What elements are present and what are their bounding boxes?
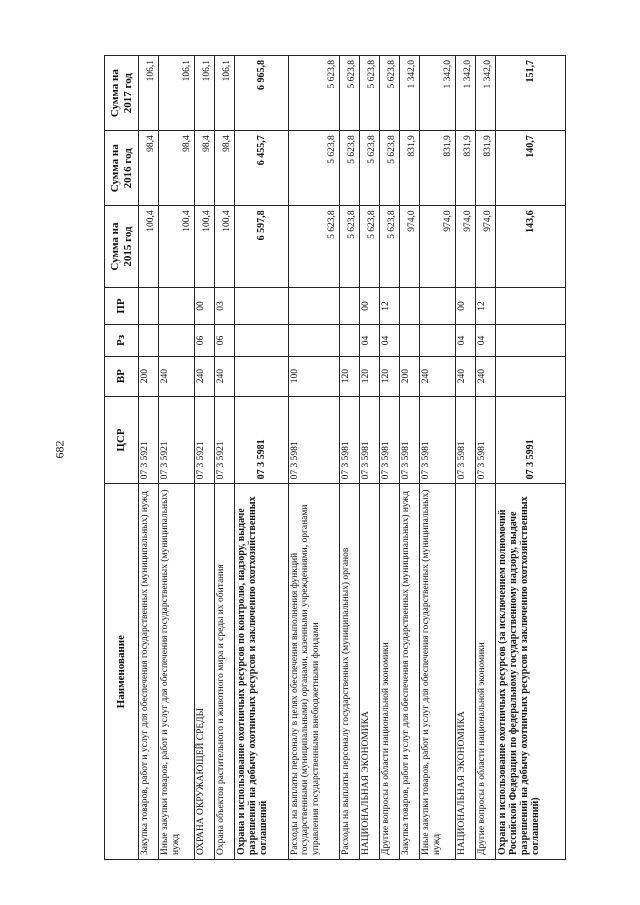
cell-csr: 07 3 5921 [214, 396, 234, 484]
cell-vr: 240 [214, 356, 234, 396]
cell-csr: 07 3 5981 [455, 396, 475, 484]
table-header-row [105, 56, 139, 860]
cell-rz [139, 325, 159, 356]
cell-csr: 07 3 5921 [139, 396, 159, 484]
cell-sum-2016: 6 455,7 [234, 131, 288, 206]
cell-name: Закупка товаров, работ и услуг для обеспечения государственных (муниципальных) нужд [399, 484, 419, 860]
cell-rz [495, 325, 565, 356]
cell-sum-2016: 831,9 [419, 131, 455, 206]
cell-sum-2015: 5 623,8 [379, 206, 399, 287]
cell-sum-2016: 140,7 [495, 131, 565, 206]
table-row [214, 56, 234, 860]
cell-sum-2016: 5 623,8 [379, 131, 399, 206]
cell-sum-2017: 5 623,8 [339, 56, 359, 131]
cell-sum-2016: 98,4 [159, 131, 195, 206]
cell-sum-2016: 5 623,8 [359, 131, 379, 206]
cell-vr: 240 [194, 356, 214, 396]
cell-name: Расходы на выплаты персоналу в целях обеспечения выполнения функций государственными (муниципальными) органами, казенными учреждениями, органами управления государственными внебюджетными фондами [288, 484, 339, 860]
header-vr: ВР [105, 356, 139, 396]
cell-csr: 07 3 5981 [379, 396, 399, 484]
cell-vr: 200 [399, 356, 419, 396]
cell-sum-2016: 98,4 [139, 131, 159, 206]
cell-sum-2017: 6 965,8 [234, 56, 288, 131]
cell-pr [139, 287, 159, 325]
cell-sum-2015: 100,4 [194, 206, 214, 287]
cell-rz [339, 325, 359, 356]
cell-rz: 04 [475, 325, 495, 356]
cell-pr [419, 287, 455, 325]
header-csr: ЦСР [105, 396, 139, 484]
table-row [419, 56, 455, 860]
cell-csr: 07 3 5981 [419, 396, 455, 484]
cell-vr: 240 [419, 356, 455, 396]
table-row [234, 56, 288, 860]
cell-sum-2015: 6 597,8 [234, 206, 288, 287]
cell-csr: 07 3 5921 [159, 396, 195, 484]
cell-name: Охрана и использование охотничьих ресурсов по контролю, надзору, выдаче разрешений на добычу охотничьих ресурсов и заключению охотхозяйственных соглашений [234, 484, 288, 860]
cell-vr [495, 356, 565, 396]
table-row [455, 56, 475, 860]
header-sum-2016: Сумма на 2016 год [105, 131, 139, 206]
cell-rz [288, 325, 339, 356]
cell-sum-2015: 974,0 [475, 206, 495, 287]
cell-sum-2016: 831,9 [475, 131, 495, 206]
cell-rz: 06 [214, 325, 234, 356]
cell-sum-2017: 1 342,0 [399, 56, 419, 131]
cell-pr: 00 [455, 287, 475, 325]
cell-sum-2015: 100,4 [159, 206, 195, 287]
cell-name: Охрана и использование охотничьих ресурсов (за исключением полномочий Российской Федерации по федеральному государственному надзору, выдаче разрешений на добычу охотничьих ресурсов и заключению охотхозяйственных соглашений) [495, 484, 565, 860]
cell-rz [399, 325, 419, 356]
cell-pr: 03 [214, 287, 234, 325]
cell-pr [288, 287, 339, 325]
budget-table-container [104, 55, 566, 860]
cell-sum-2017: 106,1 [139, 56, 159, 131]
cell-pr: 12 [475, 287, 495, 325]
cell-sum-2015: 5 623,8 [359, 206, 379, 287]
cell-sum-2017: 151,7 [495, 56, 565, 131]
cell-sum-2016: 98,4 [194, 131, 214, 206]
header-name: Наименование [105, 484, 139, 860]
cell-pr: 12 [379, 287, 399, 325]
cell-name: Расходы на выплаты персоналу государственных (муниципальных) органов [339, 484, 359, 860]
cell-csr: 07 3 5921 [194, 396, 214, 484]
cell-name: Другие вопросы в области национальной экономики [475, 484, 495, 860]
cell-name: ОХРАНА ОКРУЖАЮЩЕЙ СРЕДЫ [194, 484, 214, 860]
header-sum-2015: Сумма на 2015 год [105, 206, 139, 287]
cell-name: НАЦИОНАЛЬНАЯ ЭКОНОМИКА [359, 484, 379, 860]
cell-pr [399, 287, 419, 325]
cell-name: Закупка товаров, работ и услуг для обеспечения государственных (муниципальных) нужд [139, 484, 159, 860]
cell-pr [339, 287, 359, 325]
cell-rz [419, 325, 455, 356]
header-sum-2017: Сумма на 2017 год [105, 56, 139, 131]
cell-pr: 00 [194, 287, 214, 325]
table-row [159, 56, 195, 860]
cell-vr: 240 [159, 356, 195, 396]
cell-name: Другие вопросы в области национальной экономики [379, 484, 399, 860]
cell-vr: 240 [475, 356, 495, 396]
header-pr: ПР [105, 287, 139, 325]
table-row [359, 56, 379, 860]
cell-name: Иные закупки товаров, работ и услуг для обеспечения государственных (муниципальных) нужд [419, 484, 455, 860]
cell-csr: 07 3 5981 [399, 396, 419, 484]
cell-sum-2015: 974,0 [419, 206, 455, 287]
header-rz: Рз [105, 325, 139, 356]
cell-vr: 120 [359, 356, 379, 396]
cell-pr [495, 287, 565, 325]
cell-rz: 06 [194, 325, 214, 356]
cell-sum-2016: 5 623,8 [288, 131, 339, 206]
cell-sum-2017: 106,1 [159, 56, 195, 131]
table-row [288, 56, 339, 860]
page-number: 682 [52, 440, 67, 459]
cell-sum-2015: 100,4 [214, 206, 234, 287]
cell-sum-2015: 974,0 [399, 206, 419, 287]
cell-sum-2016: 98,4 [214, 131, 234, 206]
cell-sum-2017: 1 342,0 [419, 56, 455, 131]
cell-rz: 04 [359, 325, 379, 356]
table-row [339, 56, 359, 860]
cell-name: Охрана объектов растительного и животного мира и среды их обитания [214, 484, 234, 860]
cell-sum-2016: 831,9 [399, 131, 419, 206]
cell-rz [159, 325, 195, 356]
cell-sum-2017: 5 623,8 [379, 56, 399, 131]
cell-sum-2015: 5 623,8 [339, 206, 359, 287]
cell-sum-2017: 5 623,8 [288, 56, 339, 131]
cell-vr: 120 [379, 356, 399, 396]
cell-sum-2015: 100,4 [139, 206, 159, 287]
cell-vr: 200 [139, 356, 159, 396]
cell-rz [234, 325, 288, 356]
cell-sum-2015: 5 623,8 [288, 206, 339, 287]
cell-csr: 07 3 5981 [475, 396, 495, 484]
cell-sum-2015: 143,6 [495, 206, 565, 287]
cell-csr: 07 3 5981 [234, 396, 288, 484]
cell-sum-2017: 106,1 [194, 56, 214, 131]
cell-sum-2017: 5 623,8 [359, 56, 379, 131]
cell-sum-2016: 831,9 [455, 131, 475, 206]
cell-name: Иные закупки товаров, работ и услуг для обеспечения государственных (муниципальных) нужд [159, 484, 195, 860]
cell-rz: 04 [455, 325, 475, 356]
cell-csr: 07 3 5981 [359, 396, 379, 484]
cell-csr: 07 3 5981 [339, 396, 359, 484]
cell-name: НАЦИОНАЛЬНАЯ ЭКОНОМИКА [455, 484, 475, 860]
cell-sum-2017: 1 342,0 [455, 56, 475, 131]
cell-vr [234, 356, 288, 396]
budget-table [104, 55, 566, 860]
table-row [194, 56, 214, 860]
cell-csr: 07 3 5981 [288, 396, 339, 484]
cell-sum-2016: 5 623,8 [339, 131, 359, 206]
cell-pr: 00 [359, 287, 379, 325]
cell-pr [159, 287, 195, 325]
cell-rz: 04 [379, 325, 399, 356]
table-row [475, 56, 495, 860]
cell-vr: 240 [455, 356, 475, 396]
table-row [399, 56, 419, 860]
cell-sum-2017: 1 342,0 [475, 56, 495, 131]
table-row [379, 56, 399, 860]
table-row [139, 56, 159, 860]
table-row [495, 56, 565, 860]
cell-sum-2015: 974,0 [455, 206, 475, 287]
cell-pr [234, 287, 288, 325]
cell-vr: 100 [288, 356, 339, 396]
cell-csr: 07 3 5991 [495, 396, 565, 484]
cell-vr: 120 [339, 356, 359, 396]
cell-sum-2017: 106,1 [214, 56, 234, 131]
